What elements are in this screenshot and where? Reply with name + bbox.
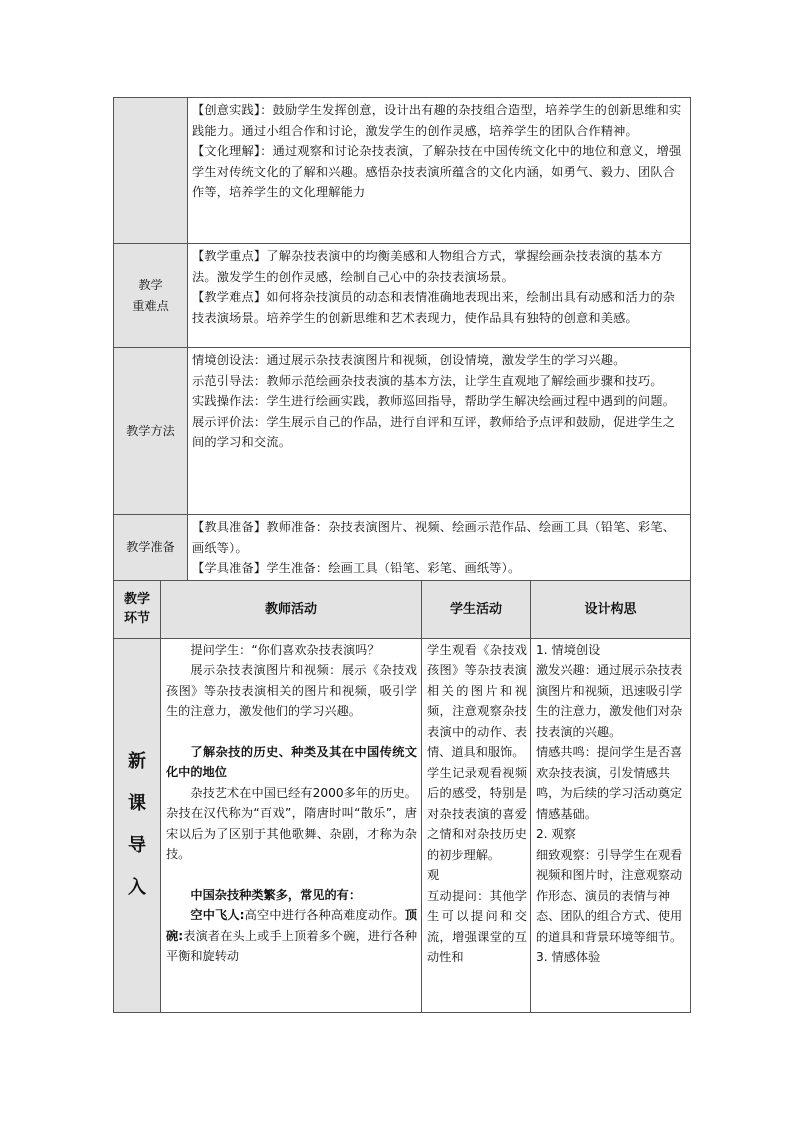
design-step1-title: 1. 情境创设 <box>536 642 601 657</box>
teacher-question-text: 提问学生：“你们喜欢杂技表演吗？ <box>190 642 380 657</box>
design-interest-text: 激发兴趣：通过展示杂技表演图片和视频，迅速吸引学生的注意力，激发他们对杂技表演的兴趣。 <box>536 663 683 739</box>
methods-row <box>114 348 691 515</box>
student-watch-text: 学生观看《杂技戏孩图》等杂技表演相关的图片和视频，注意观察杂技表演中的动作、表情、道具和服饰。 <box>427 642 527 759</box>
cultural-understanding-text: 【文化理解】：通过观察和讨论杂技表演，了解杂技在中国传统文化中的地位和意义，增强学生对传统文化的了解和兴趣。感悟杂技表演所蕴含的文化内涵，如勇气、毅力、团队合作等，培养学生的文化理解能力 <box>192 144 682 199</box>
intro-student-activity <box>422 638 531 1012</box>
teaching-focus-text: 【教学重点】了解杂技表演中的均衡美感和人物组合方式，掌握绘画杂技表演的基本方法。激发学生的创作灵感，绘制自己心中的杂技表演场景。 <box>192 249 663 284</box>
objectives-label-cell <box>114 98 188 244</box>
method-demo-text: 示范引导法：教师示范绘画杂技表演的基本方法，让学生直观地了解绘画步骤和技巧。 <box>192 373 663 388</box>
preparation-row <box>114 515 691 581</box>
student-prep-text: 【学具准备】学生准备：绘画工具（铅笔、彩笔、画纸等）。 <box>192 561 521 575</box>
key-points-content <box>188 244 691 348</box>
intro-teacher-activity <box>161 638 422 1012</box>
intro-row <box>114 638 691 1012</box>
method-scenario-text: 情境创设法：通过展示杂技表演图片和视频，创设情境，激发学生的学习兴趣。 <box>192 353 626 367</box>
header-stage: 教学 环节 <box>114 580 161 638</box>
intro-stage-label: 新 课 导 入 <box>114 638 161 1012</box>
teacher-prep-text: 【教具准备】教师准备：杂技表演图片、视频、绘画示范作品、绘画工具（铅笔、彩笔、画纸等）。 <box>192 520 676 555</box>
methods-label: 教学方法 <box>114 348 188 515</box>
types-text: 空中飞人:高空中进行各种高难度动作。顶碗:表演者在头上或手上顶着多个碗，进行各种平衡和旋转动 <box>166 908 418 963</box>
activity-header-row <box>114 580 691 638</box>
preparation-label: 教学准备 <box>114 515 188 581</box>
teacher-show-media-text: 展示杂技表演图片和视频：展示《杂技戏孩图》等杂技表演相关的图片和视频，吸引学生的注意力，激发他们的学习兴趣。 <box>166 663 417 718</box>
creative-practice-text: 【创意实践】：鼓励学生发挥创意，设计出有趣的杂技组合造型，培养学生的创新思维和实践能力。通过小组合作和讨论，激发学生的创作灵感，培养学生的团队合作精神。 <box>192 103 682 138</box>
teaching-difficulty-text: 【教学难点】如何将杂技演员的动态和表情准确地表现出来，绘制出具有动感和活力的杂技表演场景。培养学生的创新思维和艺术表现力，使作品具有独特的创意和美感。 <box>192 290 676 325</box>
method-evaluation-text: 展示评价法：学生展示自己的作品，进行自评和互评，教师给予点评和鼓励，促进学生之间的学习和交流。 <box>192 414 676 449</box>
types-section-title: 中国杂技种类繁多，常见的有： <box>190 887 362 902</box>
history-section-title: 了解杂技的历史、种类及其在中国传统文化中的地位 <box>166 744 417 779</box>
history-text: 杂技艺术在中国已经有2000多年的历史。杂技在汉代称为“百戏”，隋唐时叫“散乐”，唐宋以后为了区别于其他歌舞、杂剧，才称为杂技。 <box>166 785 417 861</box>
lesson-plan-table <box>113 97 691 1013</box>
key-points-label: 教学 重难点 <box>114 244 188 348</box>
methods-content <box>188 348 691 515</box>
objectives-row <box>114 98 691 244</box>
student-record-text: 学生记录观看视频后的感受，特别是对杂技表演的喜爱之情和对杂技历史的初步理解。 <box>427 765 527 862</box>
intro-design-concept <box>531 638 691 1012</box>
design-step3-title: 3. 情感体验 <box>536 950 601 964</box>
method-practice-text: 实践操作法：学生进行绘画实践，教师巡回指导，帮助学生解决绘画过程中遇到的问题。 <box>192 394 676 408</box>
design-resonance-text: 情感共鸣：提问学生是否喜欢杂技表演，引发情感共鸣，为后续的学习活动奠定情感基础。 <box>536 745 683 821</box>
header-design-concept: 设计构思 <box>531 580 691 638</box>
student-interact-text: 互动提问：其他学生可以提问和交流，增强课堂的互动性和 <box>427 888 527 964</box>
design-step2-title: 2. 观察 <box>536 827 576 841</box>
student-observe-text: 观 <box>427 868 440 882</box>
design-observe-text: 细致观察：引导学生在观看视频和图片时，注意观察动作形态、演员的表情与神态、团队的组合方式、使用的道具和背景环境等细节。 <box>536 847 683 944</box>
preparation-content <box>188 515 691 581</box>
key-points-row <box>114 244 691 348</box>
header-teacher-activity: 教师活动 <box>161 580 422 638</box>
header-student-activity: 学生活动 <box>422 580 531 638</box>
objectives-content <box>188 98 691 244</box>
